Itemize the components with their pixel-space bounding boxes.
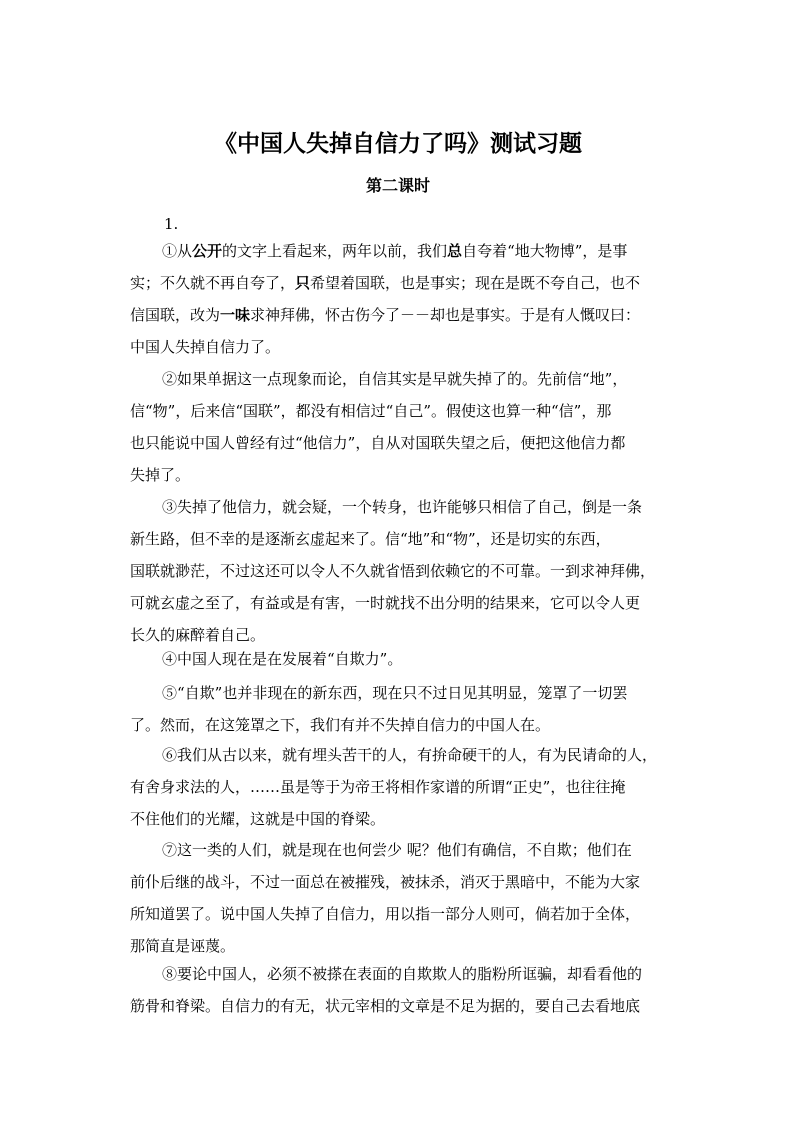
text-segment: 长久的麻醉着自己。	[130, 626, 266, 644]
document-title: 《中国人失掉自信力了吗》测试习题	[214, 130, 582, 157]
text-segment: 求神拜佛，怀古伤今了－－却也是事实。于是有人慨叹曰：	[250, 306, 641, 324]
paragraph-4	[130, 643, 666, 675]
paragraph-line	[130, 958, 666, 990]
text-segment: ⑦这一类的人们，就是现在也何尝少 呢？他们有确信，不自欺；他们在	[162, 841, 632, 859]
paragraph-line	[130, 523, 666, 555]
text-segment: 新生路，但不幸的是逐渐玄虚起来了。信“地”和“物”，还是切实的东西，	[130, 530, 611, 548]
emphasized-word: 公开	[192, 242, 223, 260]
text-segment: 失掉了。	[130, 466, 191, 484]
paragraph-line	[130, 771, 666, 803]
text-segment: 实；不久就不再自夸了，	[130, 274, 296, 292]
paragraph-line	[130, 834, 666, 866]
paragraph-6	[130, 739, 666, 835]
text-segment: 中国人失掉自信力了。	[130, 338, 281, 356]
paragraph-line	[130, 677, 666, 709]
paragraph-line	[130, 866, 666, 898]
paragraph-line	[130, 587, 666, 619]
document-subtitle: 第二课时	[365, 176, 430, 195]
text-segment: 信国联，改为	[130, 306, 221, 324]
text-segment: ③失掉了他信力，就会疑，一个转身，也许能够只相信了自己，倒是一条	[162, 498, 643, 516]
paragraph-line	[130, 363, 666, 395]
text-segment: 希望着国联，也是事实；现在是既不夸自己，也不	[310, 274, 641, 292]
paragraph-line	[130, 491, 666, 523]
text-segment: ①从	[162, 242, 193, 260]
text-segment: ⑥我们从古以来，就有埋头苦干的人，有拚命硬干的人，有为民请命的人，	[162, 746, 658, 764]
paragraph-line	[130, 555, 666, 587]
text-segment: 了。然而，在这笼罩之下，我们有并不失掉自信力的中国人在。	[130, 716, 551, 734]
paragraph-line	[130, 299, 666, 331]
text-segment: 不住他们的光耀，这就是中国的脊梁。	[130, 810, 386, 828]
emphasized-word: 总	[447, 242, 463, 260]
text-segment: ⑧要论中国人，必须不被搽在表面的自欺欺人的脂粉所诓骗，却看看他的	[162, 965, 643, 983]
paragraph-line	[130, 235, 666, 267]
paragraph-5	[130, 677, 666, 741]
paragraph-8	[130, 958, 666, 1022]
paragraph-line	[130, 739, 666, 771]
paragraph-line	[130, 898, 666, 930]
text-segment: ②如果单据这一点现象而论，自信其实是早就失掉了的。先前信“地”，	[162, 370, 628, 388]
paragraph-1	[130, 235, 666, 363]
text-segment: 自夸着“地大物博”，是事	[462, 242, 628, 260]
text-segment: ④中国人现在是在发展着“自欺力”。	[162, 650, 403, 668]
paragraph-line	[130, 643, 666, 675]
text-segment: 前仆后继的战斗，不过一面总在被摧残，被抹杀，消灭于黑暗中，不能为大家	[130, 873, 641, 891]
paragraph-7	[130, 834, 666, 962]
paragraph-line	[130, 990, 666, 1022]
text-segment: 信“物”，后来信“国联”，都没有相信过“自己”。假使这也算一种“信”，那	[130, 402, 612, 420]
paragraph-line	[130, 267, 666, 299]
emphasized-word: 一味	[220, 306, 251, 324]
text-segment: 也只能说中国人曾经有过“他信力”，自从对国联失望之后，便把这他信力都	[130, 434, 626, 452]
document-page	[130, 0, 666, 1123]
text-segment: ⑤“自欺”也并非现在的新东西，现在只不过日见其明显，笼罩了一切罢	[162, 684, 628, 702]
paragraph-line	[130, 803, 666, 835]
paragraph-2	[130, 363, 666, 491]
paragraph-line	[130, 395, 666, 427]
text-segment: 的文字上看起来，两年以前，我们	[222, 242, 448, 260]
paragraph-line	[130, 709, 666, 741]
text-segment: 筋骨和脊梁。自信力的有无，状元宰相的文章是不足为据的，要自己去看地底	[130, 997, 641, 1015]
paragraph-3	[130, 491, 666, 651]
text-segment: 所知道罢了。说中国人失掉了自信力，用以指一部分人则可，倘若加于全体，	[130, 905, 641, 923]
emphasized-word: 只	[295, 274, 311, 292]
text-segment: 国联就渺茫，不过这还可以令人不久就省悟到依赖它的不可靠。一到求神拜佛，	[130, 562, 656, 580]
paragraph-line	[130, 331, 666, 363]
paragraph-line	[130, 459, 666, 491]
text-segment: 那简直是诬蔑。	[130, 937, 236, 955]
text-segment: 可就玄虚之至了，有益或是有害，一时就找不出分明的结果来，它可以令人更	[130, 594, 641, 612]
question-number: 1.	[164, 215, 179, 233]
text-segment: 有舍身求法的人，……虽是等于为帝王将相作家谱的所谓“正史”，也往往掩	[130, 778, 626, 796]
paragraph-line	[130, 427, 666, 459]
